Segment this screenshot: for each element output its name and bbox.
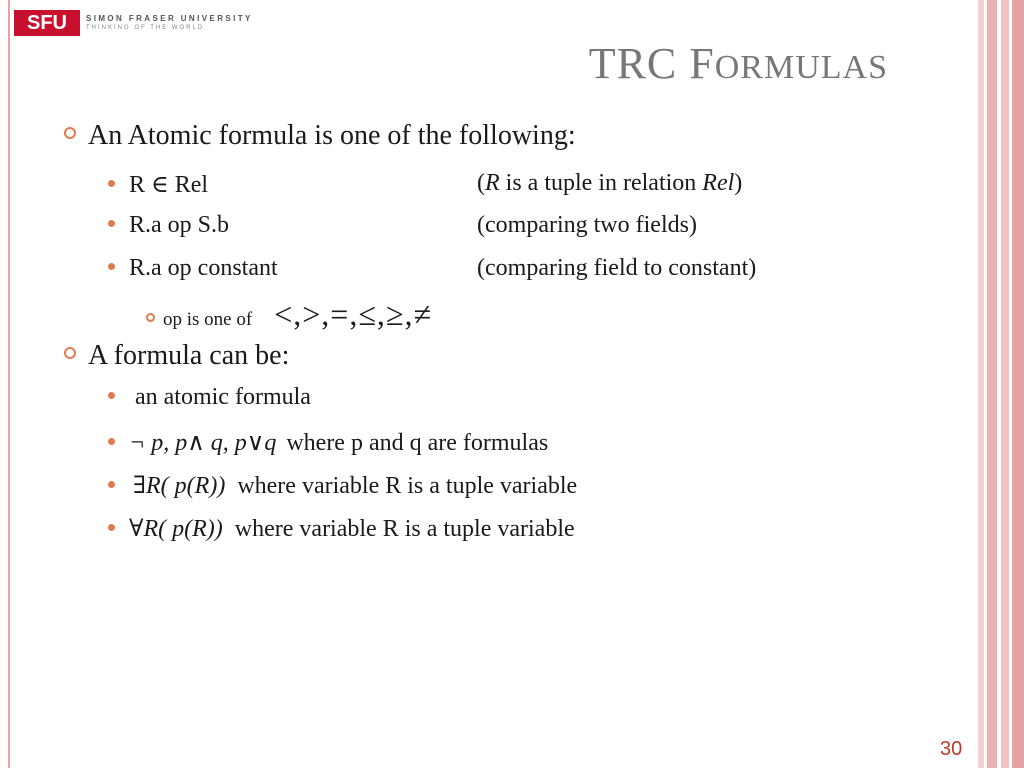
dot-bullet-icon [108, 220, 115, 227]
item-right: (comparing two fields) [477, 212, 697, 238]
list-item [108, 212, 808, 239]
dot-bullet-icon [108, 438, 115, 445]
item-text: where p and q are formulas [286, 430, 549, 456]
item-text: an atomic formula [135, 384, 311, 410]
decorative-stripes [978, 0, 1024, 768]
bullet-atomic [64, 120, 576, 152]
dot-bullet-icon [108, 263, 115, 270]
title-first: TRC F [588, 39, 715, 88]
operator-list: <,>,=,≤,≥,≠ [274, 296, 433, 332]
sub-text: op is one of [163, 309, 253, 330]
math-expression: ∃R( p(R)) [133, 473, 226, 499]
item-right: (R is a tuple in relation Rel) [477, 170, 743, 196]
bullet-formula [64, 340, 289, 372]
dot-bullet-icon [108, 481, 115, 488]
dot-bullet-icon [108, 180, 115, 187]
math-expression: ¬ p, p∧ q, p∨q [129, 430, 277, 456]
list-item [108, 428, 548, 457]
bullet-text: A formula can be: [88, 340, 290, 371]
item-right: (comparing field to constant) [477, 255, 757, 281]
bullet-text: An Atomic formula is one of the following: [88, 120, 576, 151]
ring-bullet-icon [64, 127, 76, 139]
list-item [108, 514, 575, 543]
left-margin-line [8, 0, 10, 768]
logo-abbr: SFU [14, 10, 80, 36]
title-rest: ORMULAS [714, 49, 888, 86]
dot-bullet-icon [108, 392, 115, 399]
item-left: R.a op constant [129, 255, 278, 281]
item-left: R.a op S.b [129, 212, 230, 238]
sub-item-ops [146, 296, 432, 333]
ring-bullet-icon [146, 313, 155, 322]
logo-text [86, 13, 253, 33]
page-number: 30 [940, 738, 963, 760]
item-text: where variable R is a tuple variable [237, 473, 578, 499]
list-item [108, 384, 311, 411]
logo-tagline: THINKING OF THE WORLD [86, 25, 205, 31]
list-item [108, 471, 577, 500]
item-left: R ∈ Rel [129, 172, 209, 198]
slide-title [589, 38, 888, 89]
math-expression: ∀R( p(R)) [129, 516, 223, 542]
list-item [108, 255, 808, 282]
sfu-logo [14, 10, 253, 36]
logo-name: SIMON FRASER UNIVERSITY [86, 14, 253, 23]
item-text: where variable R is a tuple variable [234, 516, 575, 542]
dot-bullet-icon [108, 524, 115, 531]
list-item [108, 170, 808, 199]
ring-bullet-icon [64, 347, 76, 359]
